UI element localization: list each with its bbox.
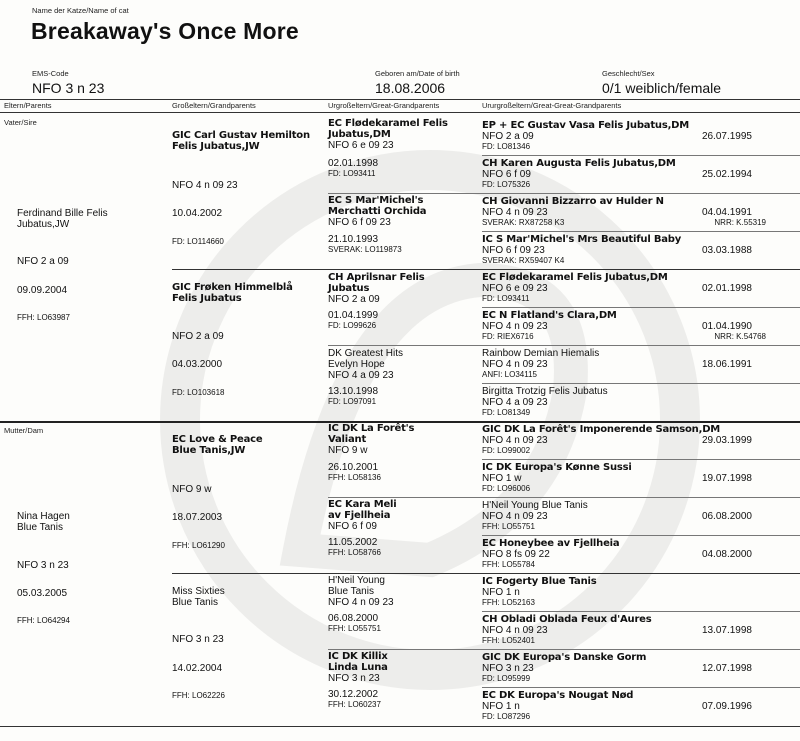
dam-gp2 (172, 586, 225, 608)
ggp-dob: 30.12.2002 (328, 689, 379, 700)
dam-gp2-dob: 14.02.2004 (172, 663, 223, 674)
sire-gggp-8 (482, 386, 792, 418)
sire-gggp-5 (482, 272, 792, 304)
ggp-dob: 01.04.1999 (328, 310, 379, 321)
dam-gp1-reg: FFH: LO61290 (172, 541, 225, 550)
gggp-reg: FD: LO93411 (482, 294, 530, 303)
gggp-reg: FFH: LO55784 (482, 560, 535, 569)
ggp-name-2: av Fjellheia (328, 510, 391, 521)
sire-gp1-dob: 10.04.2002 (172, 208, 223, 219)
ggp-ems: NFO 6 f 09 23 (328, 217, 391, 228)
gggp-ems: NFO 1 n (482, 701, 520, 712)
sire-name-2: Jubatus,JW (17, 219, 70, 230)
ggp-ems: NFO 4 n 09 23 (328, 597, 394, 608)
gggp-dob: 18.06.1991 (701, 359, 752, 370)
ggp-name-2: Blue Tanis (328, 586, 374, 597)
dob-label: Geboren am/Date of birth (375, 69, 460, 78)
ggp-ems: NFO 2 a 09 (328, 294, 380, 305)
sire-label: Vater/Sire (4, 118, 37, 127)
sex: 0/1 weiblich/female (602, 80, 722, 96)
ggp-name-2: Evelyn Hope (328, 359, 385, 370)
gggp-ems: NFO 4 n 09 23 (482, 625, 548, 636)
col-parents: Eltern/Parents (4, 101, 52, 110)
sire-gggp-1 (482, 120, 792, 152)
ggp-dob: 26.10.2001 (328, 462, 379, 473)
gggp-name: H'Neil Young Blue Tanis (482, 500, 588, 511)
sex-label: Geschlecht/Sex (602, 69, 655, 78)
gggp-name: GIC DK La Forêt's Imponerende Samson,DM (482, 424, 721, 435)
dam-parent (17, 511, 70, 533)
gggp-name: IC DK Europa's Kønne Sussi (482, 462, 632, 473)
gggp-dob: 19.07.1998 (701, 473, 752, 484)
dam-name-2: Blue Tanis (17, 522, 63, 533)
ggp-reg: FD: LO93411 (328, 169, 376, 178)
gggp-reg: FD: RIEX6716 (482, 332, 534, 341)
ggp-reg: FFH: LO58136 (328, 473, 381, 482)
ggp-name-2: Valiant (328, 434, 367, 445)
ggp-name-1: CH Aprilsnar Felis (328, 272, 425, 283)
sire-gp2-name-1: GIC Frøken Himmelblå (172, 282, 293, 293)
dam-gggp-6 (482, 614, 792, 646)
gggp-dob: 03.03.1988 (701, 245, 752, 256)
ggp-name-1: DK Greatest Hits (328, 348, 404, 359)
ggp-name-2: Jubatus,DM (328, 129, 391, 140)
sire-gp2-name-2: Felis Jubatus (172, 293, 242, 304)
dam-gp2-name-2: Blue Tanis (172, 597, 218, 608)
dam-gp1-name-1: EC Love & Peace (172, 434, 263, 445)
col-great-great-grandparents: Ururgroßeltern/Great-Great-Grandparents (482, 101, 622, 110)
gggp-dob: 12.07.1998 (701, 663, 752, 674)
ggp-name-2: Linda Luna (328, 662, 388, 673)
sire-gp2-ems: NFO 2 a 09 (172, 331, 224, 342)
sire-ggp-3 (328, 272, 425, 305)
dam-ggp-4 (328, 651, 388, 684)
ggp-ems: NFO 6 e 09 23 (328, 140, 394, 151)
gggp-reg: FD: LO99002 (482, 446, 531, 455)
gggp-name: CH Karen Augusta Felis Jubatus,DM (482, 158, 676, 169)
sire-gp1-name-1: GIC Carl Gustav Hemilton (172, 130, 310, 141)
sire-gggp-2 (482, 158, 792, 190)
sire-gggp-7 (482, 348, 792, 380)
gggp-reg: FD: LO81346 (482, 142, 531, 151)
ggp-reg: FFH: LO55751 (328, 624, 381, 633)
gggp-reg: FD: LO81349 (482, 408, 531, 417)
ggp-ems: NFO 4 a 09 23 (328, 370, 394, 381)
sire-ems: NFO 2 a 09 (17, 256, 69, 267)
dam-gp1 (172, 434, 262, 456)
dam-ggp-3 (328, 575, 394, 608)
gggp-name: EC N Flatland's Clara,DM (482, 310, 617, 321)
dam-gggp-5 (482, 576, 792, 608)
gggp-ems: NFO 6 f 09 (482, 169, 531, 180)
col-grandparents: Großeltern/Grandparents (172, 101, 256, 110)
ggp-dob: 13.10.1998 (328, 386, 379, 397)
gggp-reg-2: NRR: K.54768 (714, 332, 766, 341)
dam-gggp-2 (482, 462, 792, 494)
sire-name-1: Ferdinand Bille Felis (17, 208, 108, 219)
dam-gp1-name-2: Blue Tanis,JW (172, 445, 246, 456)
gggp-dob: 25.02.1994 (701, 169, 752, 180)
gggp-reg: FD: LO87296 (482, 712, 531, 721)
gggp-name: EC Honeybee av Fjellheia (482, 538, 620, 549)
gggp-reg: SVERAK: RX87258 K3 (482, 218, 565, 227)
dam-label: Mutter/Dam (4, 426, 44, 435)
dam-reg: FFH: LO64294 (17, 616, 70, 625)
dam-gggp-7 (482, 652, 792, 684)
dam-ggp-2 (328, 499, 397, 532)
sire-gp2 (172, 282, 293, 304)
gggp-dob: 06.08.2000 (701, 511, 752, 522)
gggp-ems: NFO 4 n 09 23 (482, 511, 548, 522)
ggp-ems: NFO 3 n 23 (328, 673, 380, 684)
sire-ggp-3-dates (328, 310, 378, 331)
gggp-dob: 07.09.1996 (701, 701, 752, 712)
sire-ggp-4 (328, 348, 403, 381)
gggp-name: CH Obladi Oblada Feux d'Aures (482, 614, 652, 625)
ggp-ems: NFO 9 w (328, 445, 368, 456)
ggp-dob: 02.01.1998 (328, 158, 379, 169)
sire-parent (17, 208, 108, 230)
gggp-ems: NFO 6 f 09 23 (482, 245, 545, 256)
gggp-ems: NFO 4 n 09 23 (482, 321, 548, 332)
ggp-ems: NFO 6 f 09 (328, 521, 377, 532)
sire-reg: FFH: LO63987 (17, 313, 70, 322)
gggp-ems: NFO 3 n 23 (482, 663, 534, 674)
col-great-grandparents: Urgroßeltern/Great-Grandparents (328, 101, 440, 110)
gggp-name: EC Flødekaramel Felis Jubatus,DM (482, 272, 668, 283)
sire-ggp-4-dates (328, 386, 378, 407)
gggp-reg: SVERAK: RX59407 K4 (482, 256, 565, 265)
dam-gp2-reg: FFH: LO62226 (172, 691, 225, 700)
cat-name: Breakaway's Once More (31, 18, 299, 44)
gggp-dob: 04.08.2000 (701, 549, 752, 560)
gggp-ems: NFO 6 e 09 23 (482, 283, 548, 294)
ggp-name-1: EC Kara Meli (328, 499, 397, 510)
ggp-reg: FD: LO97091 (328, 397, 377, 406)
ggp-name-1: EC Flødekaramel Felis (328, 118, 448, 129)
dam-gggp-1 (482, 424, 792, 456)
ggp-reg: SVERAK: LO119873 (328, 245, 402, 254)
ggp-dob: 06.08.2000 (328, 613, 379, 624)
gggp-ems: NFO 4 n 09 23 (482, 435, 548, 446)
gggp-reg-2: NRR: K.55319 (714, 218, 766, 227)
gggp-name: Birgitta Trotzig Felis Jubatus (482, 386, 608, 397)
gggp-dob: 26.07.1995 (701, 131, 752, 142)
gggp-reg: FD: LO75326 (482, 180, 531, 189)
gggp-reg: FD: LO95999 (482, 674, 531, 683)
dob: 18.08.2006 (375, 80, 446, 96)
dam-name-1: Nina Hagen (17, 511, 70, 522)
dam-gp1-ems: NFO 9 w (172, 484, 212, 495)
gggp-reg: FD: LO96006 (482, 484, 531, 493)
ggp-name-1: IC DK Killix (328, 651, 388, 662)
dam-ggp-2-dates (328, 537, 381, 558)
ggp-name-1: EC S Mar'Michel's (328, 195, 424, 206)
gggp-ems: NFO 4 n 09 23 (482, 207, 548, 218)
gggp-name: IC S Mar'Michel's Mrs Beautiful Baby (482, 234, 682, 245)
dam-gggp-3 (482, 500, 792, 532)
ems-code: NFO 3 n 23 (32, 80, 105, 96)
gggp-name: Rainbow Demian Hiemalis (482, 348, 600, 359)
gggp-dob: 04.04.1991 (701, 207, 752, 218)
sire-ggp-1 (328, 118, 448, 151)
sire-gp1-reg: FD: LO114660 (172, 237, 224, 246)
gggp-name: EP + EC Gustav Vasa Felis Jubatus,DM (482, 120, 690, 131)
ggp-name-1: IC DK La Forêt's (328, 423, 415, 434)
gggp-ems: NFO 1 w (482, 473, 522, 484)
dam-ggp-1-dates (328, 462, 381, 483)
dam-dob: 05.03.2005 (17, 588, 68, 599)
sire-gp2-dob: 04.03.2000 (172, 359, 223, 370)
gggp-name: CH Giovanni Bizzarro av Hulder N (482, 196, 664, 207)
ggp-dob: 11.05.2002 (328, 537, 378, 548)
gggp-reg: FFH: LO55751 (482, 522, 535, 531)
sire-ggp-2-dates (328, 234, 402, 255)
ggp-reg: FD: LO99626 (328, 321, 377, 330)
ems-code-label: EMS-Code (32, 69, 69, 78)
ggp-reg: FFH: LO58766 (328, 548, 381, 557)
sire-gp2-reg: FD: LO103618 (172, 388, 225, 397)
ggp-dob: 21.10.1993 (328, 234, 379, 245)
dam-ggp-3-dates (328, 613, 381, 634)
gggp-reg: FFH: LO52163 (482, 598, 535, 607)
dam-gp1-dob: 18.07.2003 (172, 512, 223, 523)
dam-ems: NFO 3 n 23 (17, 560, 69, 571)
ggp-name-2: Jubatus (328, 283, 370, 294)
sire-ggp-2 (328, 195, 426, 228)
gggp-dob: 29.03.1999 (701, 435, 752, 446)
gggp-dob: 13.07.1998 (701, 625, 752, 636)
dam-gggp-4 (482, 538, 792, 570)
dam-gggp-8 (482, 690, 792, 722)
gggp-ems: NFO 8 fs 09 22 (482, 549, 550, 560)
dam-ggp-4-dates (328, 689, 381, 710)
dam-ggp-1 (328, 423, 414, 456)
cat-name-label: Name der Katze/Name of cat (32, 6, 129, 15)
gggp-ems: NFO 2 a 09 (482, 131, 534, 142)
gggp-dob: 02.01.1998 (701, 283, 752, 294)
sire-gp1-name-2: Felis Jubatus,JW (172, 141, 260, 152)
ggp-name-2: Merchatti Orchida (328, 206, 427, 217)
gggp-ems: NFO 1 n (482, 587, 520, 598)
gggp-name: GIC DK Europa's Danske Gorm (482, 652, 647, 663)
sire-gp1-ems: NFO 4 n 09 23 (172, 180, 238, 191)
gggp-ems: NFO 4 n 09 23 (482, 359, 548, 370)
gggp-dob: 01.04.1990 (701, 321, 752, 332)
sire-dob: 09.09.2004 (17, 285, 68, 296)
gggp-name: EC DK Europa's Nougat Nød (482, 690, 634, 701)
sire-gggp-3 (482, 196, 792, 228)
gggp-reg: FFH: LO52401 (482, 636, 535, 645)
sire-gp1 (172, 130, 310, 152)
sire-ggp-1-dates (328, 158, 378, 179)
gggp-name: IC Fogerty Blue Tanis (482, 576, 597, 587)
ggp-name-1: H'Neil Young (328, 575, 385, 586)
gggp-ems: NFO 4 a 09 23 (482, 397, 548, 408)
dam-gp2-ems: NFO 3 n 23 (172, 634, 224, 645)
gggp-reg: ANFI: LO34115 (482, 370, 537, 379)
sire-gggp-4 (482, 234, 792, 266)
sire-gggp-6 (482, 310, 792, 342)
dam-gp2-name-1: Miss Sixties (172, 586, 225, 597)
ggp-reg: FFH: LO60237 (328, 700, 381, 709)
